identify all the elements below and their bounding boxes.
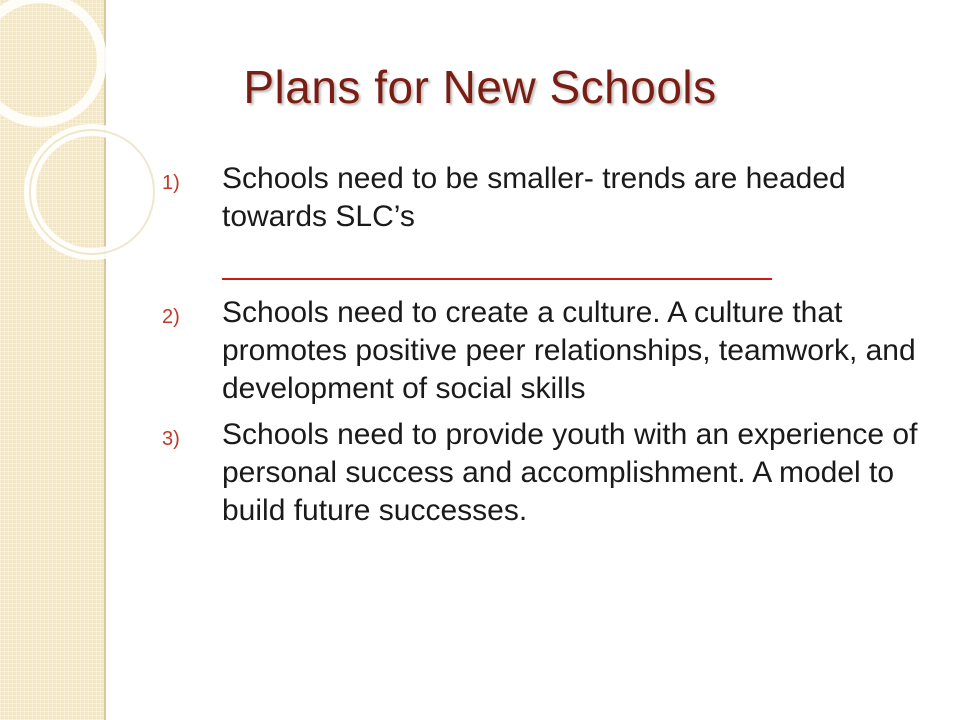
list-item-text: Schools need to create a culture. A culture that promotes positive peer relationships, teamwork, and development of social skills xyxy=(222,296,916,405)
list-item-number: 3) xyxy=(162,428,180,450)
list-item-number: 2) xyxy=(162,306,180,328)
list-item xyxy=(162,416,942,530)
list-item xyxy=(162,160,942,280)
list-item-text: Schools need to provide youth with an experience of personal success and accomplishment. A model to build future successes. xyxy=(222,418,918,527)
fill-in-blank-line xyxy=(222,278,772,280)
list-item xyxy=(162,294,942,408)
list-item-text: Schools need to be smaller- trends are headed towards SLC’s xyxy=(222,162,846,233)
bullet-list xyxy=(162,160,942,538)
slide-title: Plans for New Schools xyxy=(243,61,717,113)
list-item-number: 1) xyxy=(162,172,180,194)
